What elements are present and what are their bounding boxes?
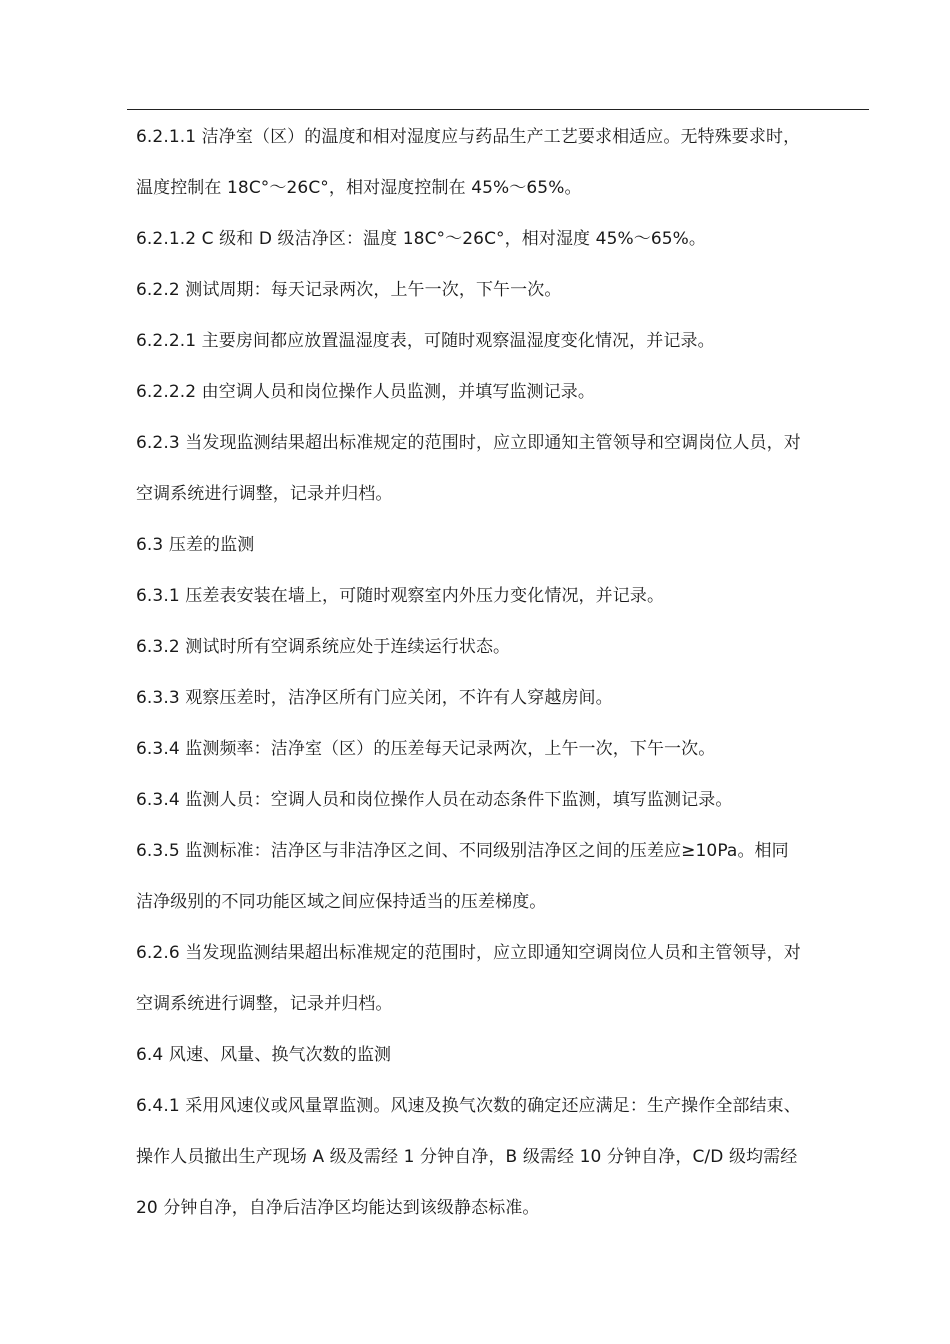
- text-line: 温度控制在 18C°～26C°，相对湿度控制在 45%～65%。: [136, 178, 582, 198]
- text-line: 6.3.4 监测频率：洁净室（区）的压差每天记录两次，上午一次，下午一次。: [136, 739, 716, 759]
- section-heading: 6.4 风速、风量、换气次数的监测: [136, 1045, 392, 1065]
- text-line: 6.3.4 监测人员：空调人员和岗位操作人员在动态条件下监测，填写监测记录。: [136, 790, 733, 810]
- text-line: 6.2.1.2 C 级和 D 级洁净区：温度 18C°～26C°，相对湿度 45%～65%。: [136, 229, 707, 249]
- text-line: 6.3.2 测试时所有空调系统应处于连续运行状态。: [136, 637, 511, 657]
- text-line: 空调系统进行调整，记录并归档。: [136, 994, 393, 1014]
- text-line: 6.2.2 测试周期：每天记录两次，上午一次，下午一次。: [136, 280, 562, 300]
- text-line: 空调系统进行调整，记录并归档。: [136, 484, 393, 504]
- text-line: 6.3.3 观察压差时，洁净区所有门应关闭，不许有人穿越房间。: [136, 688, 613, 708]
- text-line: 6.2.3 当发现监测结果超出标准规定的范围时，应立即通知主管领导和空调岗位人员，对: [136, 433, 801, 453]
- text-line: 6.3.5 监测标准：洁净区与非洁净区之间、不同级别洁净区之间的压差应≥10Pa。相同: [136, 841, 789, 861]
- header-rule: [127, 109, 869, 110]
- text-line: 6.2.1.1 洁净室（区）的温度和相对湿度应与药品生产工艺要求相适应。无特殊要求时，: [136, 127, 801, 147]
- text-line: 6.2.2.1 主要房间都应放置温湿度表，可随时观察温湿度变化情况，并记录。: [136, 331, 715, 351]
- text-line: 20 分钟自净，自净后洁净区均能达到该级静态标准。: [136, 1198, 540, 1218]
- text-line: 6.3.1 压差表安装在墙上，可随时观察室内外压力变化情况，并记录。: [136, 586, 665, 606]
- section-heading: 6.3 压差的监测: [136, 535, 255, 555]
- text-line: 洁净级别的不同功能区域之间应保持适当的压差梯度。: [136, 892, 547, 912]
- text-line: 6.2.6 当发现监测结果超出标准规定的范围时，应立即通知空调岗位人员和主管领导，对: [136, 943, 801, 963]
- text-line: 6.2.2.2 由空调人员和岗位操作人员监测，并填写监测记录。: [136, 382, 595, 402]
- text-line: 操作人员撤出生产现场 A 级及需经 1 分钟自净，B 级需经 10 分钟自净，C/D 级均需经: [136, 1147, 798, 1167]
- document-body: [136, 119, 866, 1241]
- text-line: 6.4.1 采用风速仪或风量罩监测。风速及换气次数的确定还应满足：生产操作全部结束、: [136, 1096, 801, 1116]
